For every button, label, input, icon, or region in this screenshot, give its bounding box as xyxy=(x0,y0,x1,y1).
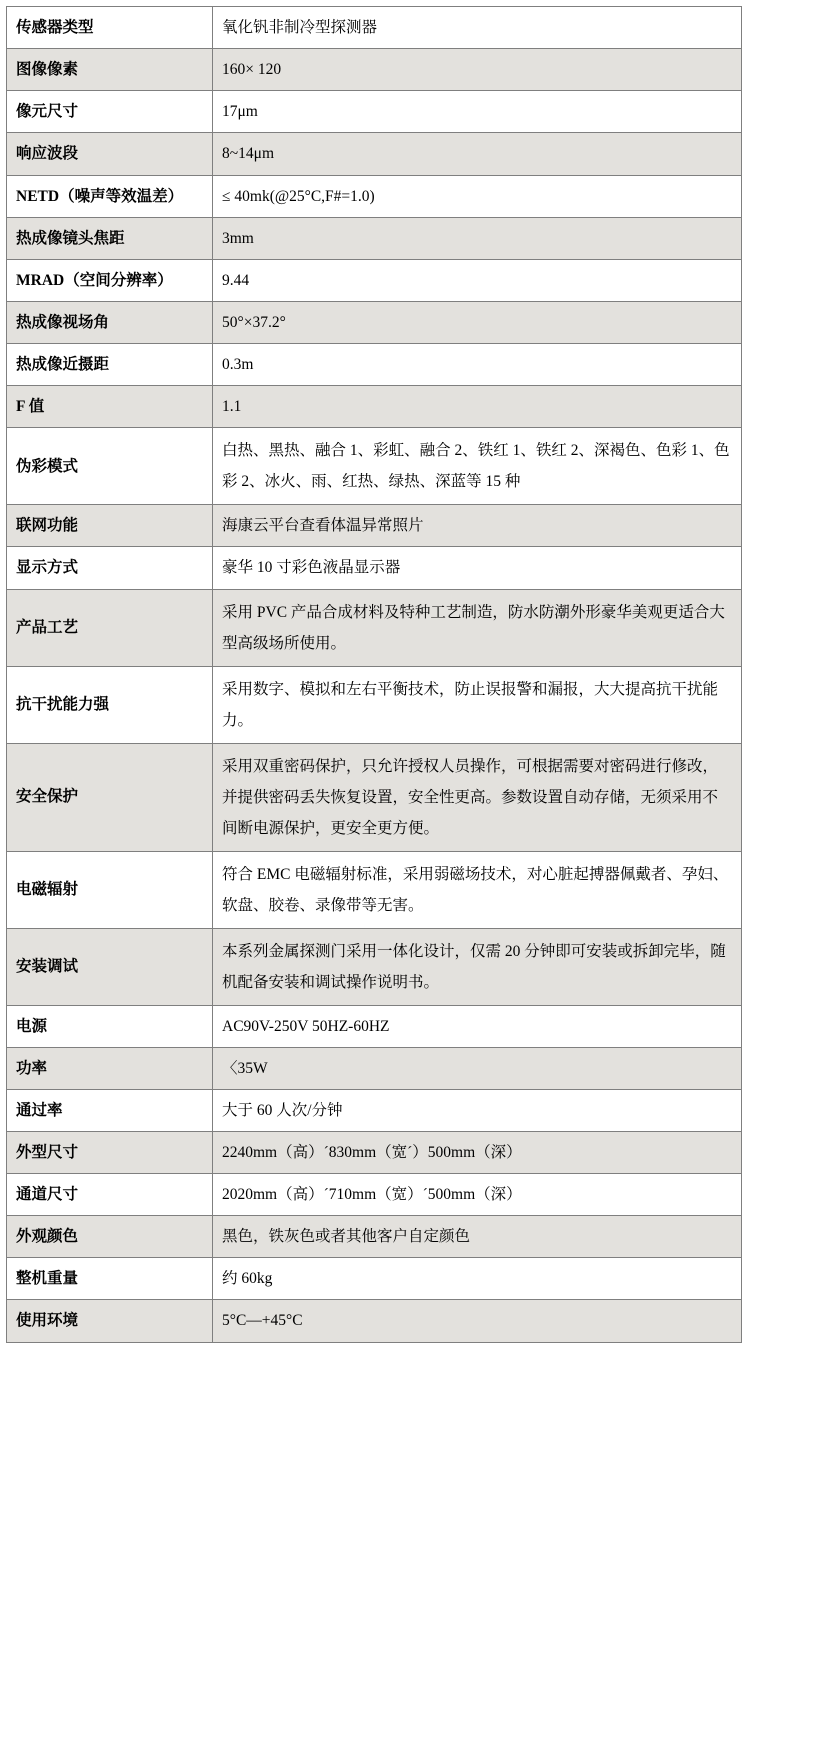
row-label: 联网功能 xyxy=(7,505,213,547)
table-row xyxy=(7,851,742,928)
table-row xyxy=(7,301,742,343)
row-label: F 值 xyxy=(7,386,213,428)
row-label: 通道尺寸 xyxy=(7,1174,213,1216)
row-label: 电源 xyxy=(7,1005,213,1047)
row-value: 160× 120 xyxy=(213,49,742,91)
table-row xyxy=(7,175,742,217)
row-label: 整机重量 xyxy=(7,1258,213,1300)
row-value: 采用双重密码保护，只允许授权人员操作，可根据需要对密码进行修改，并提供密码丢失恢复设置，安全性更高。参数设置自动存储，无须采用不间断电源保护，更安全更方便。 xyxy=(213,743,742,851)
table-row xyxy=(7,91,742,133)
specification-table xyxy=(6,6,742,1343)
row-label: 热成像视场角 xyxy=(7,301,213,343)
row-value: 采用 PVC 产品合成材料及特种工艺制造，防水防潮外形豪华美观更适合大型高级场所使用。 xyxy=(213,589,742,666)
row-label: 热成像镜头焦距 xyxy=(7,217,213,259)
row-label: 伪彩模式 xyxy=(7,428,213,505)
row-value: 5°C—+45°C xyxy=(213,1300,742,1342)
row-value: AC90V-250V 50HZ-60HZ xyxy=(213,1005,742,1047)
row-label: 产品工艺 xyxy=(7,589,213,666)
table-row xyxy=(7,589,742,666)
table-row xyxy=(7,7,742,49)
row-label: 响应波段 xyxy=(7,133,213,175)
table-row xyxy=(7,1300,742,1342)
row-label: NETD（噪声等效温差） xyxy=(7,175,213,217)
specification-table-body xyxy=(7,7,742,1343)
table-row xyxy=(7,666,742,743)
row-value: 大于 60 人次/分钟 xyxy=(213,1089,742,1131)
table-row xyxy=(7,1047,742,1089)
table-row xyxy=(7,1216,742,1258)
row-label: 像元尺寸 xyxy=(7,91,213,133)
row-value: 0.3m xyxy=(213,344,742,386)
row-label: 外型尺寸 xyxy=(7,1131,213,1173)
row-value: 〈35W xyxy=(213,1047,742,1089)
table-row xyxy=(7,428,742,505)
row-value: 9.44 xyxy=(213,259,742,301)
row-value: 黑色，铁灰色或者其他客户自定颜色 xyxy=(213,1216,742,1258)
row-value: 白热、黑热、融合 1、彩虹、融合 2、铁红 1、铁红 2、深褐色、色彩 1、色彩 2、冰火、雨、红热、绿热、深蓝等 15 种 xyxy=(213,428,742,505)
table-row xyxy=(7,743,742,851)
table-row xyxy=(7,547,742,589)
table-row xyxy=(7,386,742,428)
row-label: 图像像素 xyxy=(7,49,213,91)
table-row xyxy=(7,344,742,386)
table-row xyxy=(7,259,742,301)
row-value: 氧化钒非制冷型探测器 xyxy=(213,7,742,49)
row-label: 抗干扰能力强 xyxy=(7,666,213,743)
row-value: 50°×37.2° xyxy=(213,301,742,343)
row-value: 17μm xyxy=(213,91,742,133)
table-row xyxy=(7,505,742,547)
row-label: 传感器类型 xyxy=(7,7,213,49)
row-value: 1.1 xyxy=(213,386,742,428)
row-label: 通过率 xyxy=(7,1089,213,1131)
row-label: 电磁辐射 xyxy=(7,851,213,928)
row-label: 安全保护 xyxy=(7,743,213,851)
row-label: 安装调试 xyxy=(7,928,213,1005)
table-row xyxy=(7,133,742,175)
table-row xyxy=(7,49,742,91)
row-label: 功率 xyxy=(7,1047,213,1089)
row-value: 8~14μm xyxy=(213,133,742,175)
table-row xyxy=(7,1089,742,1131)
row-value: 本系列金属探测门采用一体化设计，仅需 20 分钟即可安装或拆卸完毕，随机配备安装和调试操作说明书。 xyxy=(213,928,742,1005)
table-row xyxy=(7,1005,742,1047)
row-label: 热成像近摄距 xyxy=(7,344,213,386)
row-label: MRAD（空间分辨率） xyxy=(7,259,213,301)
row-value: 符合 EMC 电磁辐射标准，采用弱磁场技术，对心脏起搏器佩戴者、孕妇、软盘、胶卷、录像带等无害。 xyxy=(213,851,742,928)
row-value: 2240mm（高）´830mm（宽´）500mm（深） xyxy=(213,1131,742,1173)
row-value: 约 60kg xyxy=(213,1258,742,1300)
row-value: 3mm xyxy=(213,217,742,259)
row-label: 显示方式 xyxy=(7,547,213,589)
table-row xyxy=(7,1131,742,1173)
row-value: 豪华 10 寸彩色液晶显示器 xyxy=(213,547,742,589)
row-value: 海康云平台查看体温异常照片 xyxy=(213,505,742,547)
table-row xyxy=(7,1174,742,1216)
row-label: 使用环境 xyxy=(7,1300,213,1342)
row-value: 采用数字、模拟和左右平衡技术，防止误报警和漏报，大大提高抗干扰能力。 xyxy=(213,666,742,743)
table-row xyxy=(7,217,742,259)
table-row xyxy=(7,1258,742,1300)
row-value: ≤ 40mk(@25°C,F#=1.0) xyxy=(213,175,742,217)
table-row xyxy=(7,928,742,1005)
row-value: 2020mm（高）´710mm（宽）´500mm（深） xyxy=(213,1174,742,1216)
row-label: 外观颜色 xyxy=(7,1216,213,1258)
